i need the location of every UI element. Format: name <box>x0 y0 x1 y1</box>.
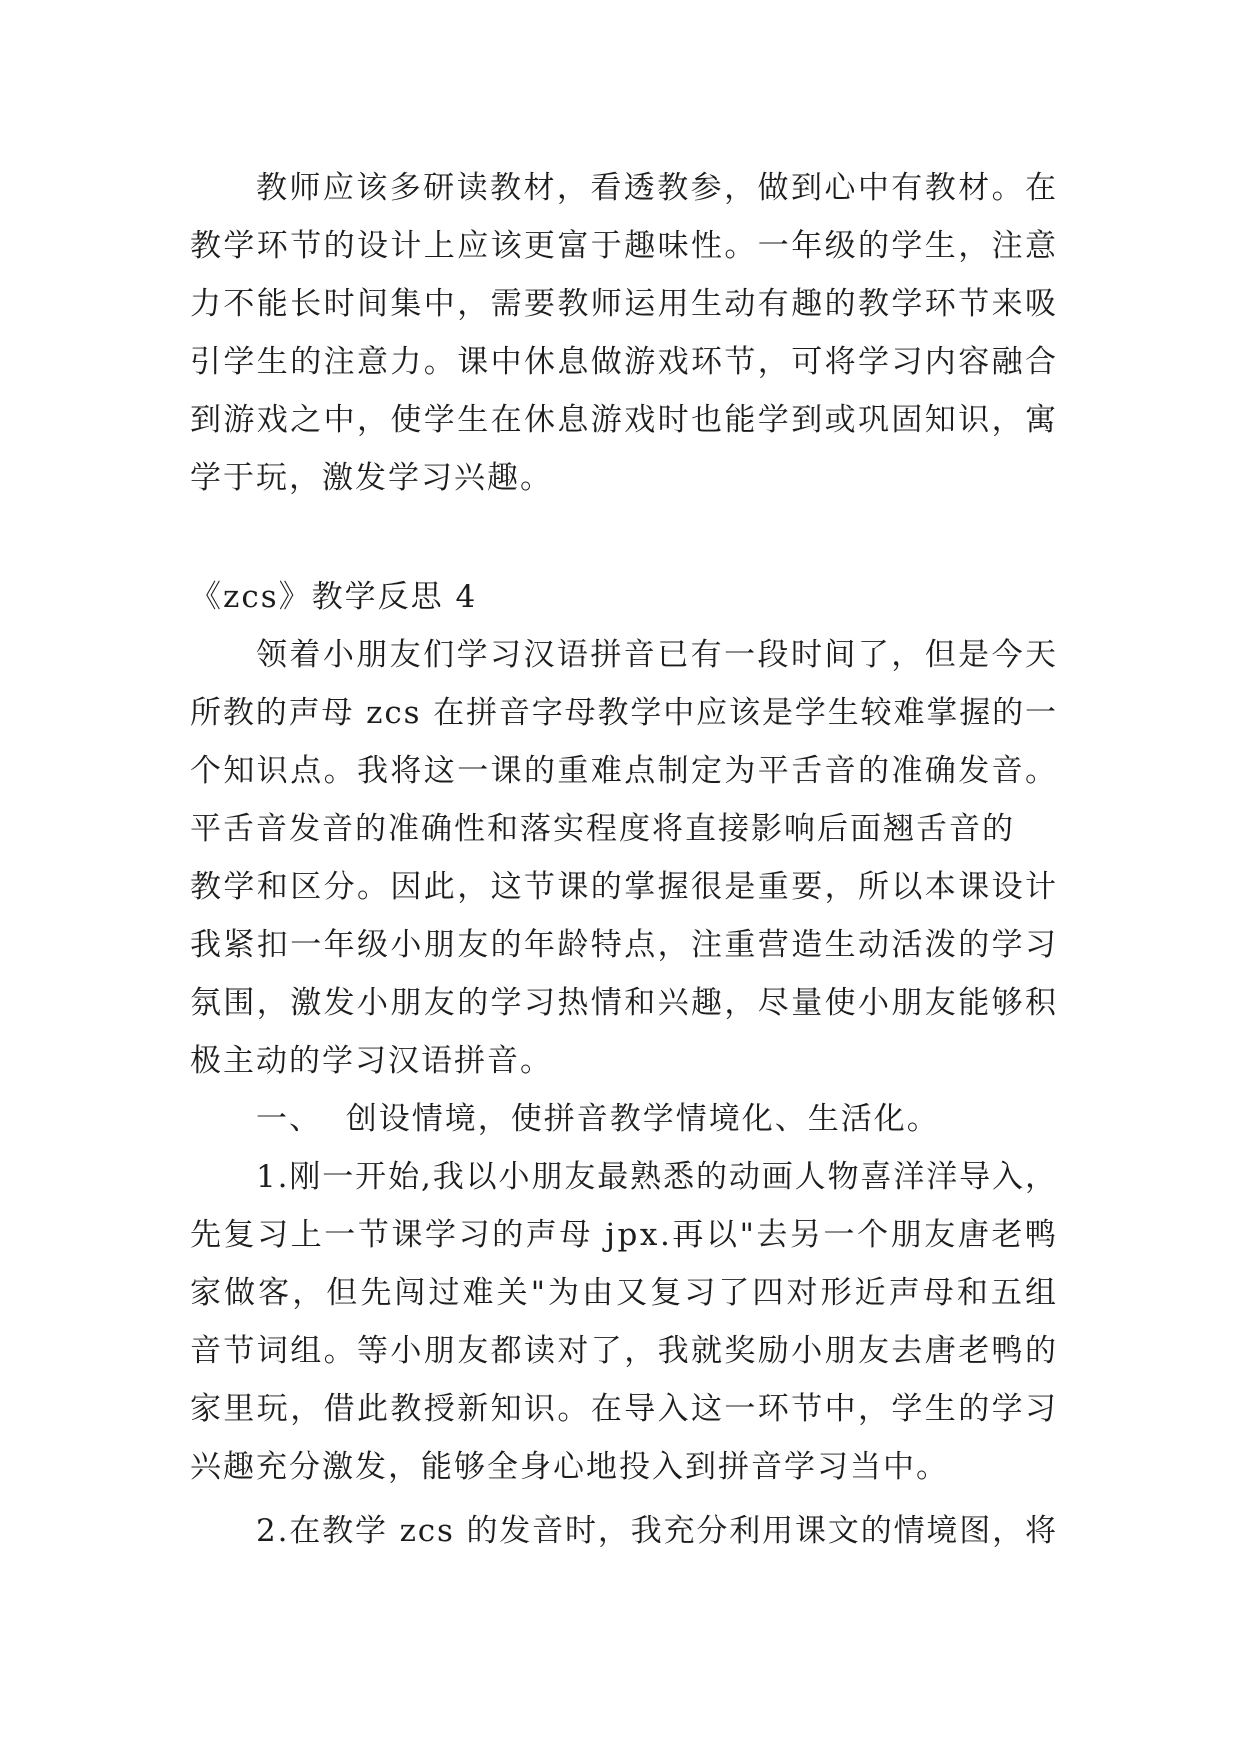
numbered-item-2 <box>190 1502 1056 1560</box>
numbered-item-1 <box>190 1148 1060 1496</box>
paragraph-line: 先复习上一节课学习的声母 jpx.再以"去另一个朋友唐老鸭 <box>190 1217 1059 1253</box>
paragraph-line: 家里玩，借此教授新知识。在导入这一环节中，学生的学习 <box>190 1391 1059 1427</box>
paragraph-line: 音节词组。等小朋友都读对了，我就奖励小朋友去唐老鸭的 <box>190 1333 1059 1369</box>
paragraph-line: 领着小朋友们学习汉语拼音已有一段时间了，但是今天 <box>256 637 1059 673</box>
paragraph-2 <box>190 626 1059 1090</box>
blank-line <box>190 507 1056 568</box>
paragraph-line: 教学和区分。因此，这节课的掌握很是重要，所以本课设计 <box>190 869 1059 905</box>
paragraph-line: 氛围，激发小朋友的学习热情和兴趣，尽量使小朋友能够积 <box>190 985 1059 1021</box>
paragraph-line: 平舌音发音的准确性和落实程度将直接影响后面翘舌音的 <box>190 811 1015 847</box>
outline-heading: 一、 创设情境，使拼音教学情境化、生活化。 <box>256 1101 940 1137</box>
paragraph-line: 学于玩，激发学习兴趣。 <box>190 460 553 496</box>
paragraph-1 <box>190 159 1059 507</box>
paragraph-line: 极主动的学习汉语拼音。 <box>190 1043 553 1079</box>
paragraph-line: 家做客，但先闯过难关"为由又复习了四对形近声母和五组 <box>190 1275 1060 1311</box>
section-heading: 《zcs》教学反思 4 <box>190 579 478 615</box>
paragraph-line: 教师应该多研读教材，看透教参，做到心中有教材。在 <box>256 170 1059 206</box>
paragraph-line: 力不能长时间集中，需要教师运用生动有趣的教学环节来吸 <box>190 286 1059 322</box>
paragraph-line: 个知识点。我将这一课的重难点制定为平舌音的准确发音。 <box>190 753 1059 789</box>
paragraph-line: 1.刚一开始,我以小朋友最熟悉的动画人物喜洋洋导入， <box>256 1159 1058 1195</box>
paragraph-line: 引学生的注意力。课中休息做游戏环节，可将学习内容融合 <box>190 344 1059 380</box>
paragraph-line: 所教的声母 zcs 在拼音字母教学中应该是学生较难掌握的一 <box>190 695 1058 731</box>
paragraph-line: 兴趣充分激发，能够全身心地投入到拼音学习当中。 <box>190 1449 949 1485</box>
paragraph-line: 教学环节的设计上应该更富于趣味性。一年级的学生，注意 <box>190 228 1059 264</box>
paragraph-line: 2.在教学 zcs 的发音时，我充分利用课文的情境图，将 <box>256 1513 1058 1549</box>
paragraph-line: 我紧扣一年级小朋友的年龄特点，注重营造生动活泼的学习 <box>190 927 1059 963</box>
paragraph-line: 到游戏之中，使学生在休息游戏时也能学到或巩固知识，寓 <box>190 402 1059 438</box>
